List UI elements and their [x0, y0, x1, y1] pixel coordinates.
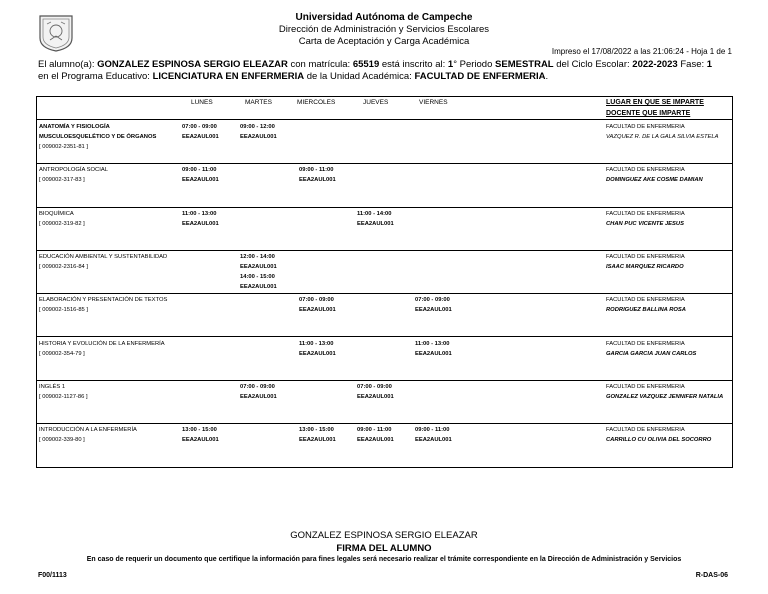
slot-viernes — [415, 295, 452, 315]
teacher-name: ISAAC MARQUEZ RICARDO — [606, 263, 684, 270]
place-cell — [606, 382, 730, 402]
subject-code: [ 009002-339-80 ] — [39, 437, 85, 444]
matricula: 65519 — [352, 59, 380, 70]
slot-time: 09:00 - 12:00 — [240, 124, 275, 130]
teacher-name: GONZALEZ VAZQUEZ JENNIFER NATALIA — [606, 393, 724, 400]
subject-cell — [39, 122, 181, 152]
subject-code: [ 009002-2351-81 ] — [39, 144, 88, 150]
slot-miercoles — [299, 295, 336, 315]
place-cell — [606, 295, 730, 315]
slot-time: 11:00 - 13:00 — [299, 340, 334, 347]
slot-time: 11:00 - 14:00 — [357, 210, 392, 217]
slot-time: 12:00 - 14:00 — [240, 253, 275, 260]
subject-name: INTRODUCCIÓN A LA ENFERMERÍA — [39, 427, 137, 434]
ciclo-escolar: 2022-2023 — [632, 59, 678, 70]
schedule-table-header — [37, 97, 732, 120]
teacher-name: VAZQUEZ R. DE LA GALA SILVIA ESTELA — [606, 134, 719, 140]
slot-lunes — [182, 425, 219, 445]
student-name: GONZALEZ ESPINOSA SERGIO ELEAZAR — [97, 59, 288, 70]
col-header-lugar: LUGAR EN QUE SE IMPARTE DOCENTE QUE IMPARTE — [606, 99, 704, 117]
place-cell — [606, 122, 730, 142]
place-cell — [606, 209, 730, 229]
slot-time: 13:00 - 15:00 — [299, 427, 334, 434]
slot-time: 09:00 - 11:00 — [182, 167, 217, 174]
slot-room: EEA2AUL001 — [357, 437, 394, 444]
schedule-table — [36, 96, 733, 468]
place-name: FACULTAD DE ENFERMERIA — [606, 210, 685, 217]
teacher-name: DOMINGUEZ AKE COSME DAMIAN — [606, 177, 703, 184]
slot-miercoles — [299, 165, 336, 185]
fase: 1 — [706, 59, 713, 70]
subject-name: ELABORACIÓN Y PRESENTACIÓN DE TEXTOS — [39, 297, 168, 304]
slot-jueves — [357, 209, 394, 229]
table-row — [37, 423, 732, 466]
slot-viernes — [415, 425, 452, 445]
subject-cell — [39, 209, 181, 229]
slot-room: EEA2AUL001 — [240, 283, 277, 290]
subject-name: ANATOMÍA Y FISIOLOGÍA MUSCULOESQUELÉTICO Y DE ÓRGANOS — [39, 124, 157, 140]
slot-room: EEA2AUL001 — [415, 350, 452, 357]
department-name: Dirección de Administración y Servicios Escolares — [278, 24, 490, 35]
subject-cell — [39, 165, 181, 185]
slot-room: EEA2AUL001 — [182, 437, 219, 444]
signature-student-name: GONZALEZ ESPINOSA SERGIO ELEAZAR — [290, 530, 478, 541]
place-name: FACULTAD DE ENFERMERIA — [606, 340, 685, 347]
subject-cell — [39, 295, 181, 315]
slot-room: EEA2AUL001 — [182, 177, 219, 184]
subject-name: INGLÉS 1 — [39, 383, 66, 390]
slot-room: EEA2AUL001 — [182, 220, 219, 227]
enrollment-statement: El alumno(a): GONZALEZ ESPINOSA SERGIO ELEAZAR con matrícula: 65519 está inscrito al: 1° Periodo SEMESTRAL del Ciclo Escolar: 2022-2023 Fase: 1 en el Programa Educativo: LICENCIATURA EN ENFERMERIA de la Unidad Académica: FACULTAD DE ENFERMERIA. — [38, 59, 713, 82]
document-title: Carta de Aceptación y Carga Académica — [298, 36, 470, 47]
slot-room: EEA2AUL001 — [299, 177, 336, 184]
teacher-name: CARRILLO CU OLIVIA DEL SOCORRO — [606, 437, 712, 444]
place-cell — [606, 425, 730, 445]
slot-room: EEA2AUL001 — [299, 437, 336, 444]
table-row — [37, 337, 732, 381]
col-header-jueves: JUEVES — [363, 99, 389, 106]
place-cell — [606, 252, 730, 272]
place-cell — [606, 165, 730, 185]
subject-name: BIOQUÍMICA — [39, 210, 74, 217]
teacher-name: RODRIGUEZ BALLINA ROSA — [606, 307, 686, 314]
slot-lunes — [182, 165, 219, 185]
slot-time: 11:00 - 13:00 — [415, 340, 450, 347]
slot-lunes — [182, 209, 219, 229]
slot-time: 09:00 - 11:00 — [357, 427, 392, 434]
slot-time: 07:00 - 09:00 — [182, 124, 217, 130]
programa-educativo: LICENCIATURA EN ENFERMERIA — [152, 71, 305, 82]
slot-time: 07:00 - 09:00 — [415, 297, 450, 304]
slot-time: 07:00 - 09:00 — [240, 383, 275, 390]
table-row — [37, 207, 732, 251]
subject-name: HISTORIA Y EVOLUCIÓN DE LA ENFERMERÍA — [39, 340, 165, 347]
subject-cell — [39, 382, 181, 402]
place-name: FACULTAD DE ENFERMERIA — [606, 297, 685, 304]
subject-cell — [39, 339, 181, 359]
slot-time: 11:00 - 13:00 — [182, 210, 217, 217]
place-name: FACULTAD DE ENFERMERIA — [606, 167, 685, 174]
teacher-name: CHAN PUC VICENTE JESUS — [606, 220, 684, 227]
slot-time: 07:00 - 09:00 — [299, 297, 334, 304]
slot-jueves — [357, 382, 394, 402]
slot-miercoles — [299, 425, 336, 445]
slot-miercoles — [299, 339, 336, 359]
slot-room: EEA2AUL001 — [240, 134, 277, 140]
col-header-lunes: LUNES — [191, 99, 213, 106]
subject-code: [ 009002-1516-85 ] — [39, 307, 88, 314]
slot-room: EEA2AUL001 — [415, 437, 452, 444]
slot-room: EEA2AUL001 — [240, 263, 277, 270]
subject-cell — [39, 425, 181, 445]
table-row — [37, 380, 732, 424]
slot-time: 09:00 - 11:00 — [415, 427, 450, 434]
subject-code: [ 009002-354-79 ] — [39, 350, 85, 357]
form-code-right: R-DAS-06 — [695, 572, 728, 579]
subject-code: [ 009002-2316-84 ] — [39, 263, 88, 270]
slot-viernes — [415, 339, 452, 359]
slot-martes — [240, 252, 277, 292]
legal-note: En caso de requerir un documento que certifique la información para fines legales será necesario realizar el trámite correspondiente en la Dirección de Administración y Servicios — [86, 556, 682, 563]
col-header-miercoles: MIERCOLES — [297, 99, 336, 106]
subject-name: EDUCACIÓN AMBIENTAL Y SUSTENTABILIDAD — [39, 253, 168, 260]
slot-lunes — [182, 122, 219, 142]
place-cell — [606, 339, 730, 359]
place-name: FACULTAD DE ENFERMERIA — [606, 427, 685, 434]
slot-time: 13:00 - 15:00 — [182, 427, 217, 434]
slot-room: EEA2AUL001 — [299, 307, 336, 314]
slot-time: 14:00 - 15:00 — [240, 273, 275, 280]
periodo-tipo: SEMESTRAL — [495, 59, 554, 70]
table-row — [37, 293, 732, 337]
signature-label: FIRMA DEL ALUMNO — [336, 543, 432, 554]
slot-jueves — [357, 425, 394, 445]
periodo: 1 — [447, 59, 454, 70]
slot-room: EEA2AUL001 — [299, 350, 336, 357]
subject-code: [ 009002-317-83 ] — [39, 177, 85, 184]
teacher-name: GARCIA GARCIA JUAN CARLOS — [606, 350, 697, 357]
col-header-martes: MARTES — [245, 99, 272, 106]
slot-martes — [240, 122, 277, 142]
slot-time: 09:00 - 11:00 — [299, 167, 334, 174]
slot-martes — [240, 382, 277, 402]
slot-room: EEA2AUL001 — [182, 134, 219, 140]
place-name: FACULTAD DE ENFERMERIA — [606, 124, 685, 130]
subject-name: ANTROPOLOGÍA SOCIAL — [39, 167, 108, 174]
table-row — [37, 250, 732, 294]
subject-cell — [39, 252, 181, 272]
printed-timestamp: Impreso el 17/08/2022 a las 21:06:24 - Hoja 1 de 1 — [551, 47, 732, 56]
unidad-academica: FACULTAD DE ENFERMERIA — [414, 71, 546, 82]
table-row — [37, 120, 732, 164]
subject-code: [ 009002-319-82 ] — [39, 220, 85, 227]
table-row — [37, 163, 732, 207]
col-header-viernes: VIERNES — [419, 99, 448, 106]
subject-code: [ 009002-1127-86 ] — [39, 393, 88, 400]
slot-room: EEA2AUL001 — [240, 393, 277, 400]
form-code-left: F00/1113 — [38, 572, 67, 579]
place-name: FACULTAD DE ENFERMERIA — [606, 253, 685, 260]
slot-room: EEA2AUL001 — [357, 393, 394, 400]
slot-time: 07:00 - 09:00 — [357, 383, 392, 390]
place-name: FACULTAD DE ENFERMERIA — [606, 383, 685, 390]
university-name: Universidad Autónoma de Campeche — [295, 12, 473, 23]
slot-room: EEA2AUL001 — [357, 220, 394, 227]
slot-room: EEA2AUL001 — [415, 307, 452, 314]
